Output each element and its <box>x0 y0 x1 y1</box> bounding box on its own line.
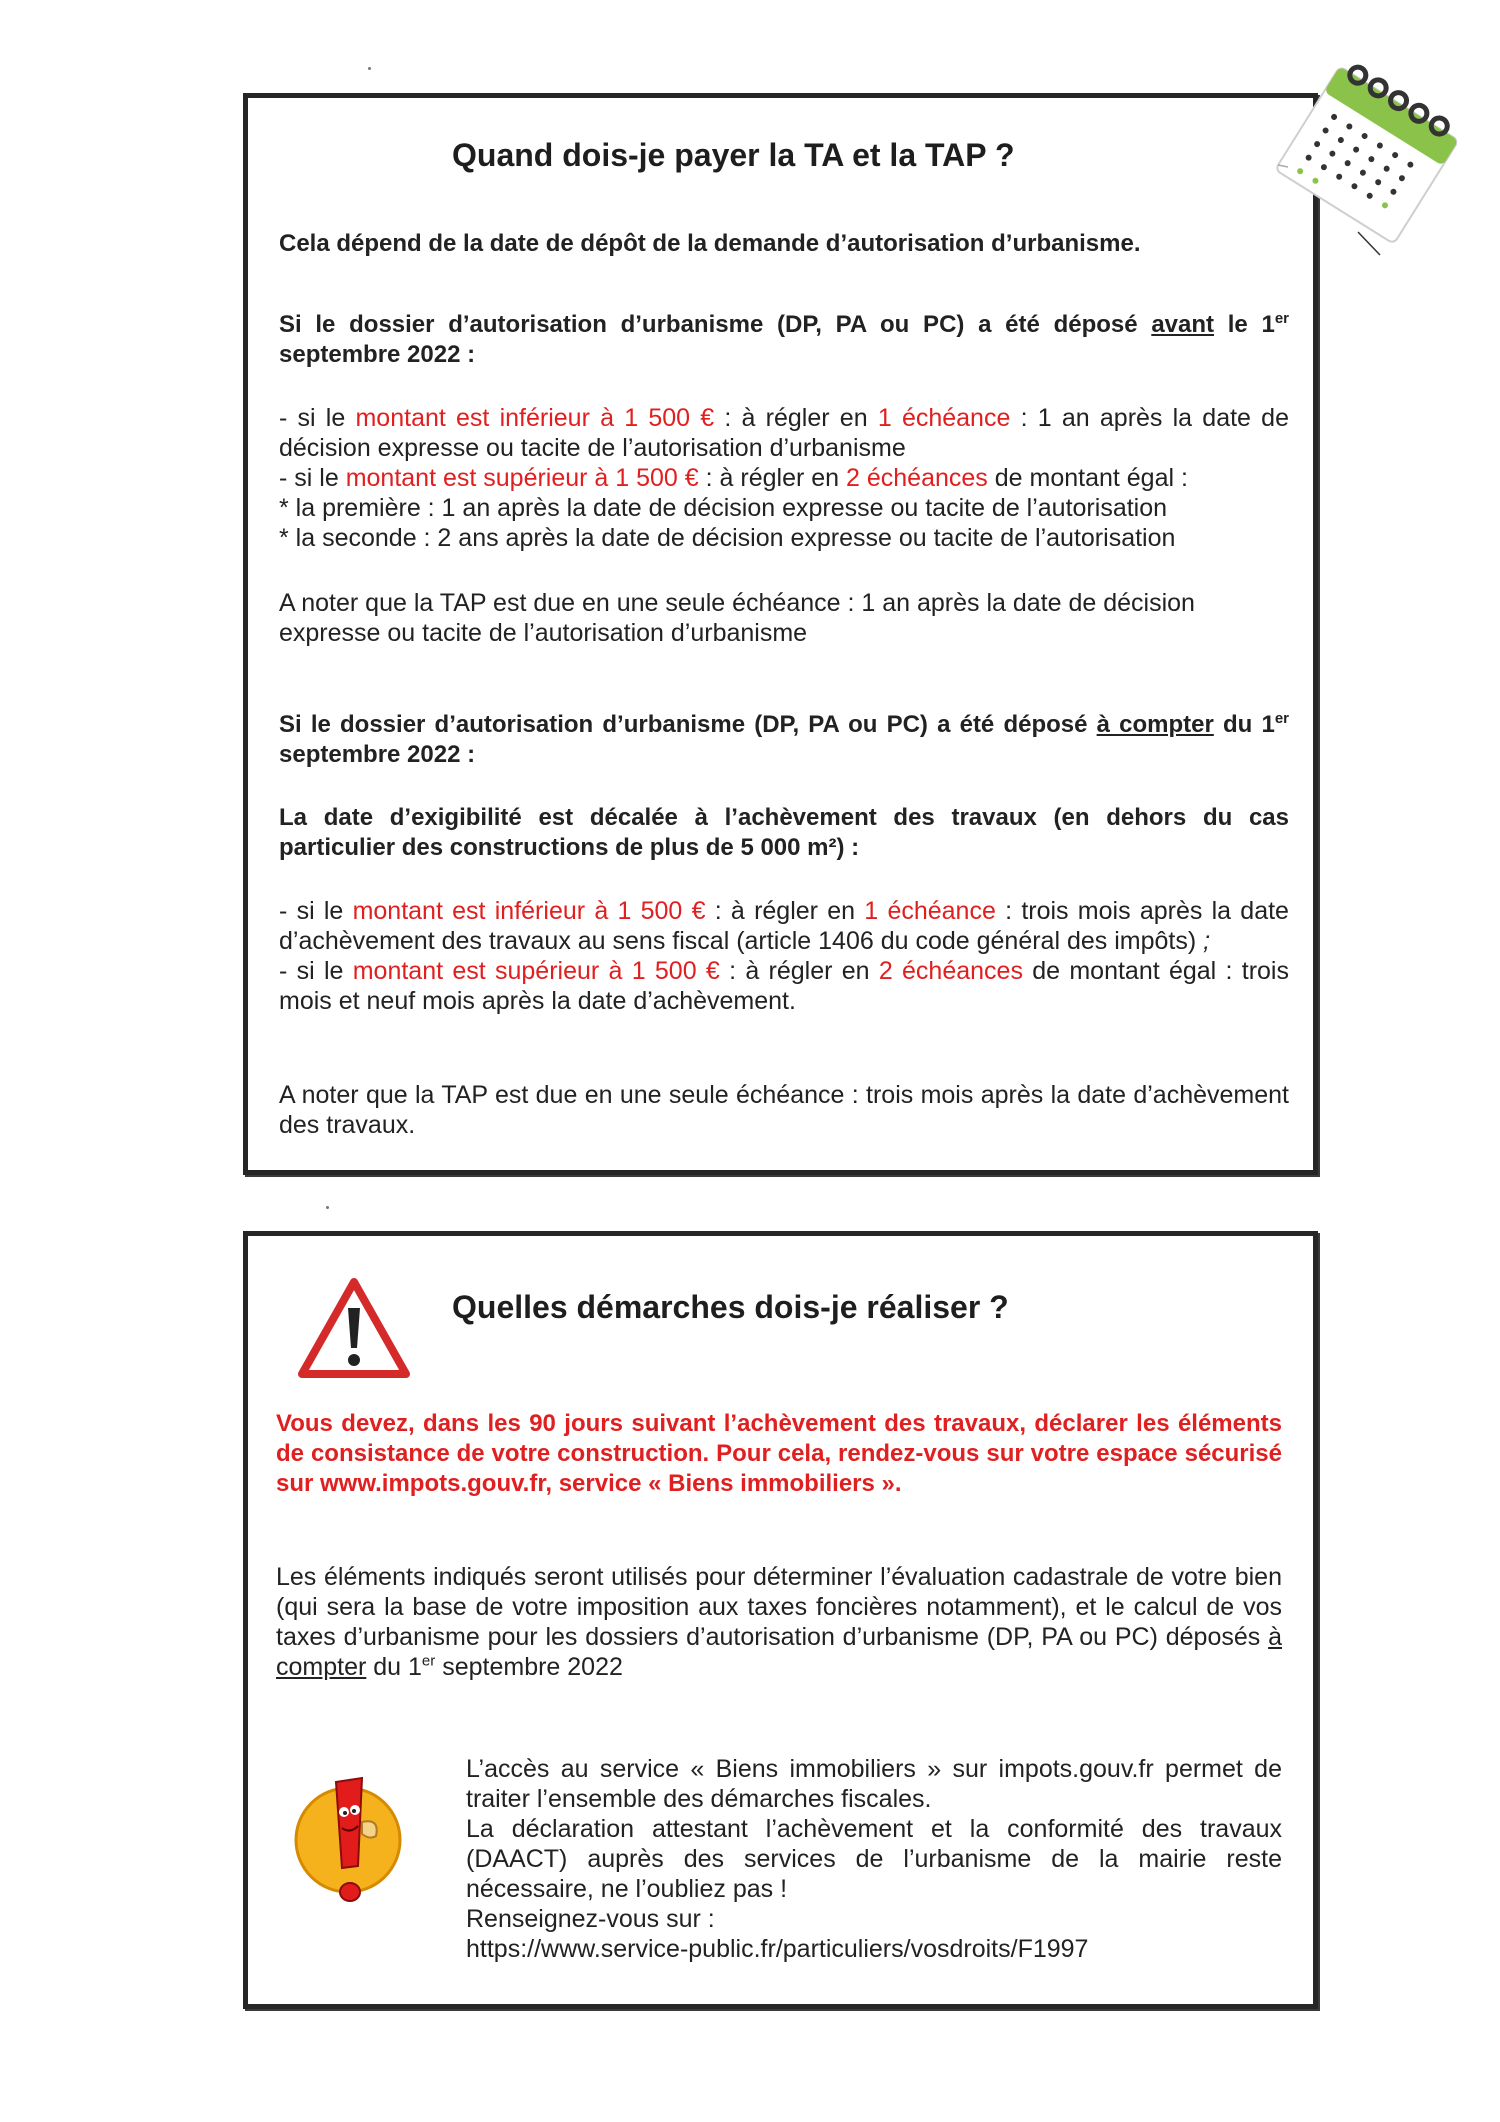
calendar-icon <box>1268 57 1468 277</box>
scan-speck <box>326 1206 329 1209</box>
procedures-box <box>243 1231 1318 2009</box>
case-after-deferral: La date d’exigibilité est décalée à l’achèvement des travaux (en dehors du cas particulier des constructions de plus de 5 000 m²) : <box>279 804 1289 861</box>
tip-block <box>466 1754 1282 1964</box>
case-before-rule-2: - si le montant est supérieur à 1 500 € : à régler en 2 échéances de montant égal : <box>279 464 1188 492</box>
scan-speck <box>368 67 371 70</box>
tip-line-3: Renseignez-vous sur : <box>466 1905 715 1933</box>
section1-title: Quand dois-je payer la TA et la TAP ? <box>452 137 1015 173</box>
case-before-rule-3: * la première : 1 an après la date de décision expresse ou tacite de l’autorisation <box>279 494 1168 522</box>
payment-timing-box <box>243 93 1318 1175</box>
tip-line-1: L’accès au service « Biens immobiliers » sur impots.gouv.fr permet de traiter l’ensemble des démarches fiscales. <box>466 1755 1282 1813</box>
exclamation-mascot-icon <box>292 1768 402 1918</box>
declaration-notice: Vous devez, dans les 90 jours suivant l’achèvement des travaux, déclarer les éléments de consistance de votre construction. Pour cela, rendez-vous sur votre espace sécurisé sur www.impots.gouv.fr, service « Biens immobiliers ». <box>276 1410 1282 1497</box>
case-before-rules <box>279 403 1289 553</box>
case-before-rule-1: - si le montant est inférieur à 1 500 € : à régler en 1 échéance : 1 an après la date de décision expresse ou tacite de l’autorisation d’urbanisme <box>279 404 1289 462</box>
case-after-rule-1: - si le montant est inférieur à 1 500 € : à régler en 1 échéance : trois mois après la date d’achèvement des travaux au sens fiscal (article 1406 du code général des impôts) ; <box>279 897 1289 955</box>
case-after-rule-2: - si le montant est supérieur à 1 500 € : à régler en 2 échéances de montant égal : trois mois et neuf mois après la date d’achèvement. <box>279 957 1289 1015</box>
case-after-rules <box>279 896 1289 1016</box>
tip-line-2: La déclaration attestant l’achèvement et la conformité des travaux (DAACT) auprès des services de l’urbanisme de la mairie reste nécessaire, ne l’oubliez pas ! <box>466 1815 1282 1903</box>
case-before-rule-4: * la seconde : 2 ans après la date de décision expresse ou tacite de l’autorisation <box>279 524 1176 552</box>
section1-intro: Cela dépend de la date de dépôt de la demande d’autorisation d’urbanisme. <box>279 230 1141 257</box>
case-before-note: A noter que la TAP est due en une seule échéance : 1 an après la date de décision expresse ou tacite de l’autorisation d’urbanisme <box>279 589 1195 647</box>
section2-title: Quelles démarches dois-je réaliser ? <box>452 1289 1009 1325</box>
case-before-heading: Si le dossier d’autorisation d’urbanisme (DP, PA ou PC) a été déposé avant le 1er septembre 2022 : <box>279 310 1289 368</box>
warning-triangle-icon <box>296 1276 412 1380</box>
case-after-heading: Si le dossier d’autorisation d’urbanisme (DP, PA ou PC) a été déposé à compter du 1er septembre 2022 : <box>279 710 1290 768</box>
valuation-info: Les éléments indiqués seront utilisés pour déterminer l’évaluation cadastrale de votre bien (qui sera la base de votre imposition aux taxes foncières notamment), et le calcul de vos taxes d’urbanisme pour les dossiers d’autorisation d’urbanisme (DP, PA ou PC) déposés à compter du 1er septembre 2022 <box>276 1563 1282 1681</box>
service-public-link[interactable]: https://www.service-public.fr/particuliers/vosdroits/F1997 <box>466 1935 1089 1963</box>
case-after-note: A noter que la TAP est due en une seule échéance : trois mois après la date d’achèvement des travaux. <box>279 1081 1289 1139</box>
